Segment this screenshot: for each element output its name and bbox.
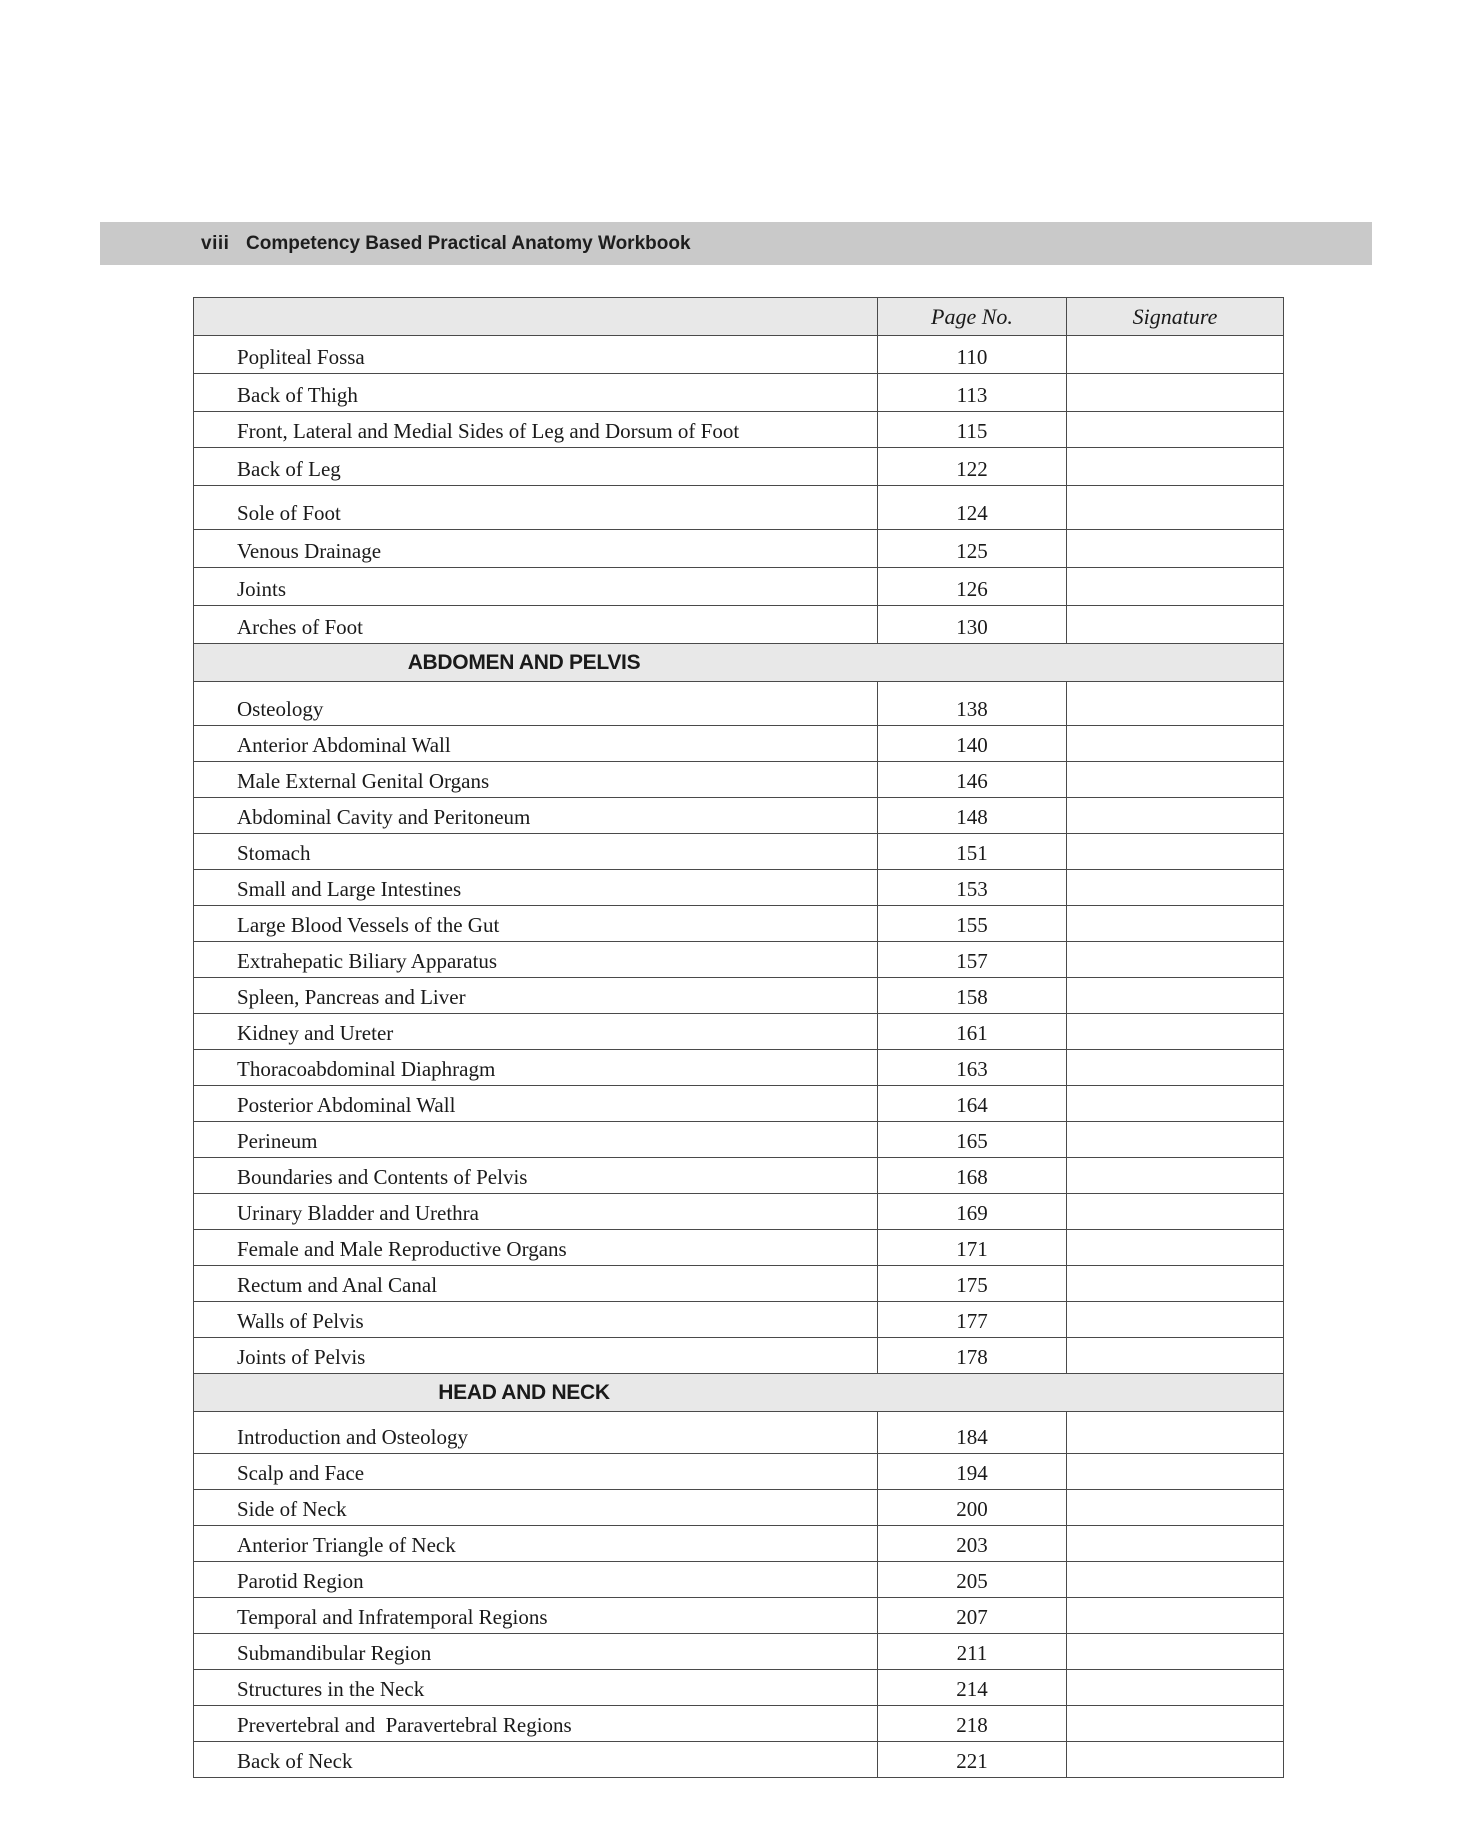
section-header-head-neck (194, 1374, 1284, 1412)
table-row (194, 682, 1284, 726)
table-row (194, 1302, 1284, 1338)
signature-cell[interactable] (1067, 1230, 1284, 1266)
table-row (194, 870, 1284, 906)
table-row (194, 978, 1284, 1014)
page-cell: 207 (878, 1598, 1067, 1634)
topic-cell: Rectum and Anal Canal (194, 1266, 878, 1302)
page-cell: 194 (878, 1454, 1067, 1490)
page-cell: 218 (878, 1706, 1067, 1742)
table-row (194, 1266, 1284, 1302)
signature-cell[interactable] (1067, 1158, 1284, 1194)
topic-cell: Prevertebral and Paravertebral Regions (194, 1706, 878, 1742)
page-cell: 175 (878, 1266, 1067, 1302)
topic-cell: Spleen, Pancreas and Liver (194, 978, 878, 1014)
page-cell: 161 (878, 1014, 1067, 1050)
section-header-abdomen-pelvis (194, 644, 1284, 682)
table-row (194, 1598, 1284, 1634)
table-row (194, 1412, 1284, 1454)
topic-cell: Temporal and Infratemporal Regions (194, 1598, 878, 1634)
page-cell: 205 (878, 1562, 1067, 1598)
page-cell: 203 (878, 1526, 1067, 1562)
page-cell: 124 (878, 486, 1067, 530)
signature-cell[interactable] (1067, 1706, 1284, 1742)
signature-cell[interactable] (1067, 486, 1284, 530)
page-no-column-header: Page No. (878, 298, 1067, 336)
topic-column-header (194, 298, 878, 336)
signature-cell[interactable] (1067, 798, 1284, 834)
table-row (194, 448, 1284, 486)
book-title: Competency Based Practical Anatomy Workbook (246, 233, 691, 254)
signature-cell[interactable] (1067, 906, 1284, 942)
signature-cell[interactable] (1067, 606, 1284, 644)
topic-cell: Parotid Region (194, 1562, 878, 1598)
page-cell: 157 (878, 942, 1067, 978)
table-row (194, 1338, 1284, 1374)
topic-cell: Popliteal Fossa (194, 336, 878, 374)
signature-cell[interactable] (1067, 336, 1284, 374)
page-cell: 169 (878, 1194, 1067, 1230)
page-cell: 211 (878, 1634, 1067, 1670)
topic-cell: Male External Genital Organs (194, 762, 878, 798)
topic-cell: Stomach (194, 834, 878, 870)
page-cell: 130 (878, 606, 1067, 644)
page-cell: 163 (878, 1050, 1067, 1086)
signature-cell[interactable] (1067, 1562, 1284, 1598)
signature-cell[interactable] (1067, 834, 1284, 870)
table-row (194, 1562, 1284, 1598)
page-cell: 153 (878, 870, 1067, 906)
page-cell: 138 (878, 682, 1067, 726)
page-cell: 171 (878, 1230, 1067, 1266)
topic-cell: Anterior Abdominal Wall (194, 726, 878, 762)
page-cell: 113 (878, 374, 1067, 412)
table-row (194, 1194, 1284, 1230)
signature-cell[interactable] (1067, 1014, 1284, 1050)
signature-cell[interactable] (1067, 1454, 1284, 1490)
table-row (194, 1670, 1284, 1706)
table-row (194, 1454, 1284, 1490)
page-folio: viii (201, 233, 230, 254)
topic-cell: Structures in the Neck (194, 1670, 878, 1706)
section-title: HEAD AND NECK (438, 1380, 610, 1404)
page-cell: 158 (878, 978, 1067, 1014)
topic-cell: Boundaries and Contents of Pelvis (194, 1158, 878, 1194)
signature-cell[interactable] (1067, 978, 1284, 1014)
signature-cell[interactable] (1067, 1266, 1284, 1302)
topic-cell: Large Blood Vessels of the Gut (194, 906, 878, 942)
page-cell: 155 (878, 906, 1067, 942)
signature-cell[interactable] (1067, 762, 1284, 798)
page-cell: 221 (878, 1742, 1067, 1778)
signature-cell[interactable] (1067, 1086, 1284, 1122)
table-row (194, 606, 1284, 644)
page-cell: 115 (878, 412, 1067, 448)
table-row (194, 1230, 1284, 1266)
topic-cell: Urinary Bladder and Urethra (194, 1194, 878, 1230)
topic-cell: Sole of Foot (194, 486, 878, 530)
topic-cell: Extrahepatic Biliary Apparatus (194, 942, 878, 978)
page-cell: 214 (878, 1670, 1067, 1706)
topic-cell: Perineum (194, 1122, 878, 1158)
page-cell: 177 (878, 1302, 1067, 1338)
table-row (194, 762, 1284, 798)
topic-cell: Posterior Abdominal Wall (194, 1086, 878, 1122)
signature-cell[interactable] (1067, 942, 1284, 978)
signature-cell[interactable] (1067, 374, 1284, 412)
table-row (194, 1634, 1284, 1670)
topic-cell: Back of Neck (194, 1742, 878, 1778)
signature-cell[interactable] (1067, 1526, 1284, 1562)
signature-cell[interactable] (1067, 682, 1284, 726)
signature-cell[interactable] (1067, 1194, 1284, 1230)
table-row (194, 412, 1284, 448)
signature-cell[interactable] (1067, 1338, 1284, 1374)
page-cell: 164 (878, 1086, 1067, 1122)
table-header-row (194, 298, 1284, 336)
signature-cell[interactable] (1067, 1050, 1284, 1086)
topic-cell: Anterior Triangle of Neck (194, 1526, 878, 1562)
topic-cell: Venous Drainage (194, 530, 878, 568)
topic-cell: Osteology (194, 682, 878, 726)
table-row (194, 1122, 1284, 1158)
topic-cell: Submandibular Region (194, 1634, 878, 1670)
table-row (194, 1490, 1284, 1526)
topic-cell: Kidney and Ureter (194, 1014, 878, 1050)
page-cell: 148 (878, 798, 1067, 834)
signature-cell[interactable] (1067, 726, 1284, 762)
page-cell: 122 (878, 448, 1067, 486)
signature-cell[interactable] (1067, 1412, 1284, 1454)
contents-table (193, 297, 1284, 1778)
table-row (194, 530, 1284, 568)
signature-cell[interactable] (1067, 568, 1284, 606)
table-row (194, 1158, 1284, 1194)
table-row (194, 798, 1284, 834)
signature-column-header: Signature (1067, 298, 1284, 336)
topic-cell: Scalp and Face (194, 1454, 878, 1490)
page-cell: 168 (878, 1158, 1067, 1194)
signature-cell[interactable] (1067, 870, 1284, 906)
topic-cell: Female and Male Reproductive Organs (194, 1230, 878, 1266)
signature-cell[interactable] (1067, 412, 1284, 448)
signature-cell[interactable] (1067, 1598, 1284, 1634)
table-row (194, 1742, 1284, 1778)
page-cell: 200 (878, 1490, 1067, 1526)
signature-cell[interactable] (1067, 530, 1284, 568)
page-cell: 126 (878, 568, 1067, 606)
topic-cell: Joints of Pelvis (194, 1338, 878, 1374)
topic-cell: Side of Neck (194, 1490, 878, 1526)
page-cell: 140 (878, 726, 1067, 762)
table-row (194, 486, 1284, 530)
table-row (194, 726, 1284, 762)
running-head (100, 222, 1372, 265)
signature-cell[interactable] (1067, 1122, 1284, 1158)
table-row (194, 942, 1284, 978)
signature-cell[interactable] (1067, 1670, 1284, 1706)
page-cell: 146 (878, 762, 1067, 798)
topic-cell: Abdominal Cavity and Peritoneum (194, 798, 878, 834)
table-row (194, 1526, 1284, 1562)
topic-cell: Front, Lateral and Medial Sides of Leg and Dorsum of Foot (194, 412, 878, 448)
signature-cell[interactable] (1067, 448, 1284, 486)
page-cell: 151 (878, 834, 1067, 870)
table-row (194, 1086, 1284, 1122)
topic-cell: Back of Thigh (194, 374, 878, 412)
topic-cell: Arches of Foot (194, 606, 878, 644)
topic-cell: Introduction and Osteology (194, 1412, 878, 1454)
signature-cell[interactable] (1067, 1634, 1284, 1670)
table-row (194, 1050, 1284, 1086)
section-title: ABDOMEN AND PELVIS (407, 650, 641, 674)
signature-cell[interactable] (1067, 1302, 1284, 1338)
table-row (194, 1706, 1284, 1742)
page-cell: 110 (878, 336, 1067, 374)
page-cell: 184 (878, 1412, 1067, 1454)
table-row (194, 834, 1284, 870)
page-cell: 125 (878, 530, 1067, 568)
topic-cell: Walls of Pelvis (194, 1302, 878, 1338)
signature-cell[interactable] (1067, 1490, 1284, 1526)
topic-cell: Small and Large Intestines (194, 870, 878, 906)
topic-cell: Back of Leg (194, 448, 878, 486)
topic-cell: Joints (194, 568, 878, 606)
table-row (194, 336, 1284, 374)
table-row (194, 1014, 1284, 1050)
topic-cell: Thoracoabdominal Diaphragm (194, 1050, 878, 1086)
signature-cell[interactable] (1067, 1742, 1284, 1778)
page-cell: 165 (878, 1122, 1067, 1158)
table-row (194, 568, 1284, 606)
table-row (194, 906, 1284, 942)
table-row (194, 374, 1284, 412)
page-cell: 178 (878, 1338, 1067, 1374)
